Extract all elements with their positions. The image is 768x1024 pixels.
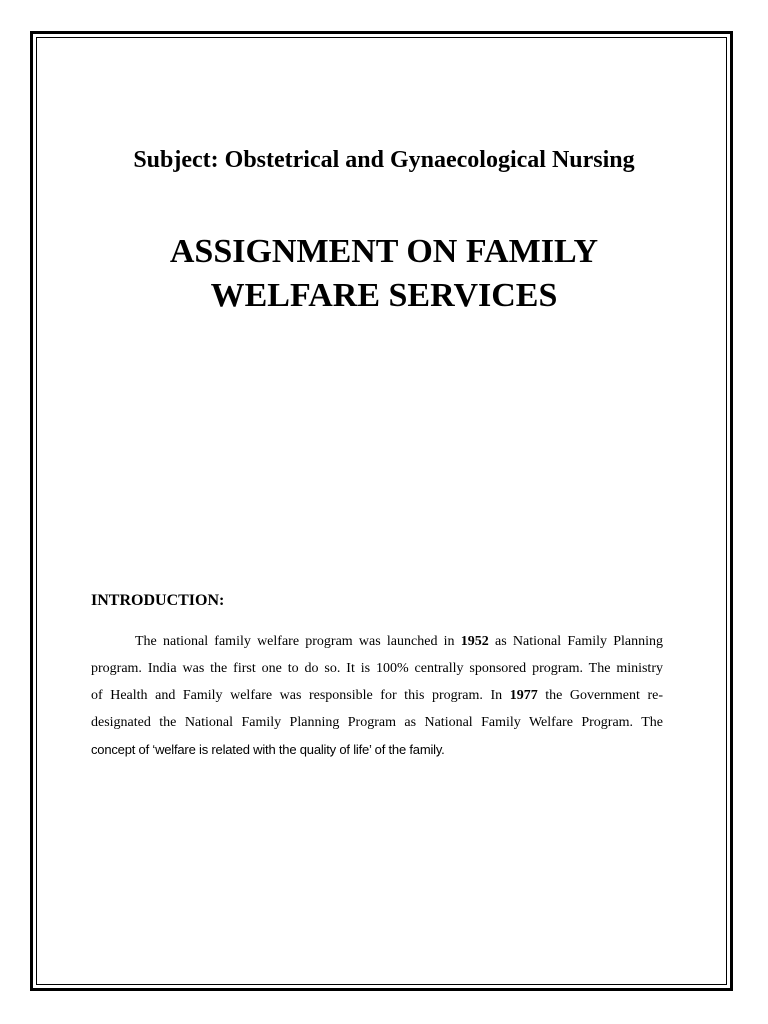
assignment-title	[0, 230, 768, 318]
title-line-1: ASSIGNMENT ON FAMILY	[169, 233, 599, 270]
title-line-2: WELFARE SERVICES	[210, 277, 558, 314]
paragraph-line-5: concept of ‘welfare is related with the quality of life’ of the family.	[91, 742, 445, 757]
paragraph-line-2: program. India was the first one to do so. It is 100% centrally sponsored program. The ministry	[91, 661, 663, 676]
text-segment: as National Family Planning	[488, 634, 663, 649]
text-segment: The national family welfare program was launched in	[135, 634, 461, 649]
paragraph-line-3	[91, 682, 663, 709]
year-1952: 1952	[460, 634, 489, 649]
paragraph-line-1	[91, 628, 663, 655]
text-segment: of Health and Family welfare was responsible for this program. In	[91, 688, 510, 703]
page-border-inner	[36, 37, 727, 985]
paragraph-line-4: designated the National Family Planning Program as National Family Welfare Program. The	[91, 715, 663, 730]
introduction-paragraph	[91, 628, 663, 763]
text-segment: the Government re-	[537, 688, 663, 703]
introduction-heading: INTRODUCTION:	[91, 592, 225, 609]
subject-heading: Subject: Obstetrical and Gynaecological Nursing	[133, 147, 635, 173]
year-1977: 1977	[509, 688, 538, 703]
